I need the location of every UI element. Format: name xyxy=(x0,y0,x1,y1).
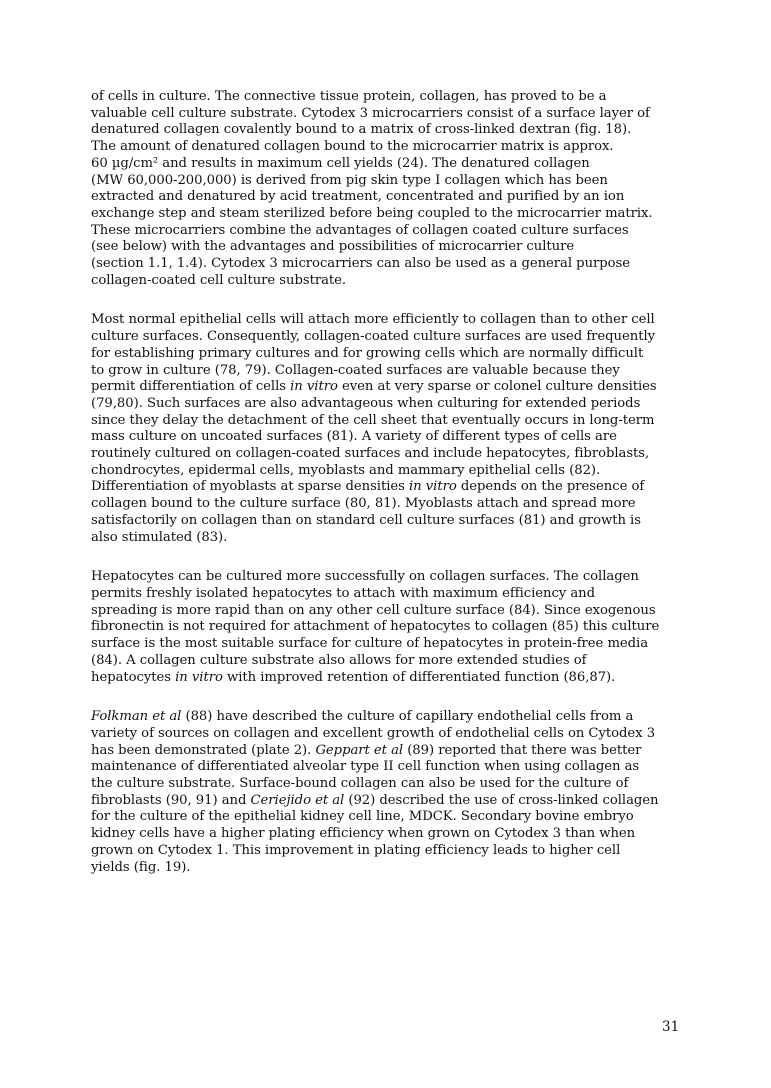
text-line xyxy=(91,413,691,430)
text-line xyxy=(91,759,691,776)
page-number: 31 xyxy=(662,1019,680,1035)
body-text xyxy=(91,89,691,899)
text-line xyxy=(91,363,691,380)
italic-text: in vitro xyxy=(175,669,223,685)
text-segment: culture surfaces. Consequently, collagen-coated culture surfaces are used frequently xyxy=(91,329,656,345)
text-segment: denatured collagen covalently bound to a matrix of cross-linked dextran (fig. 18). xyxy=(91,122,632,138)
text-segment: permit differentiation of cells xyxy=(91,379,291,395)
text-segment: since they delay the detachment of the cell sheet that eventually occurs in long-term xyxy=(91,412,655,428)
text-line xyxy=(91,670,691,687)
text-segment: collagen-coated cell culture substrate. xyxy=(91,272,347,288)
text-line xyxy=(91,636,691,653)
text-segment: permits freshly isolated hepatocytes to attach with maximum efficiency and xyxy=(91,585,595,601)
text-segment: also stimulated (83). xyxy=(91,529,228,545)
text-segment: surface is the most suitable surface for culture of hepatocytes in protein-free media xyxy=(91,636,649,652)
text-line xyxy=(91,479,691,496)
text-segment: even at very sparse or colonel culture densities xyxy=(337,379,657,395)
text-line xyxy=(91,206,691,223)
text-segment: The amount of denatured collagen bound to the microcarrier matrix is approx. xyxy=(91,139,614,155)
text-segment: spreading is more rapid than on any other cell culture surface (84). Since exogenous xyxy=(91,602,656,618)
text-segment: collagen bound to the culture surface (80, 81). Myoblasts attach and spread more xyxy=(91,496,636,512)
text-segment: extracted and denatured by acid treatment, concentrated and purified by an ion xyxy=(91,189,625,205)
text-segment: 60 µg/cm² and results in maximum cell yields (24). The denatured collagen xyxy=(91,155,590,171)
text-line xyxy=(91,173,691,190)
text-segment: Most normal epithelial cells will attach more efficiently to collagen than to other cell xyxy=(91,312,655,328)
text-segment: to grow in culture (78, 79). Collagen-coated surfaces are valuable because they xyxy=(91,362,620,378)
text-line xyxy=(91,776,691,793)
text-segment: maintenance of differentiated alveolar type II cell function when using collagen as xyxy=(91,759,640,775)
text-segment: (88) have described the culture of capillary endothelial cells from a xyxy=(181,709,634,725)
paragraph xyxy=(91,569,691,686)
paragraph xyxy=(91,89,691,289)
text-segment: (section 1.1, 1.4). Cytodex 3 microcarriers can also be used as a general purpose xyxy=(91,256,631,272)
text-segment: (89) reported that there was better xyxy=(403,742,642,758)
text-segment: (84). A collagen culture substrate also allows for more extended studies of xyxy=(91,652,587,668)
text-line xyxy=(91,429,691,446)
text-segment: has been demonstrated (plate 2). xyxy=(91,742,316,758)
text-segment: (92) described the use of cross-linked collagen xyxy=(344,792,659,808)
text-line xyxy=(91,256,691,273)
text-line xyxy=(91,379,691,396)
text-line xyxy=(91,156,691,173)
text-line xyxy=(91,586,691,603)
text-line xyxy=(91,312,691,329)
text-segment: mass culture on uncoated surfaces (81). A variety of different types of cells are xyxy=(91,429,617,445)
text-segment: (see below) with the advantages and possibilities of microcarrier culture xyxy=(91,239,575,255)
text-line xyxy=(91,122,691,139)
text-line xyxy=(91,513,691,530)
text-line xyxy=(91,89,691,106)
text-line xyxy=(91,139,691,156)
text-line xyxy=(91,239,691,256)
text-line xyxy=(91,463,691,480)
italic-text: in vitro xyxy=(290,379,338,395)
text-line xyxy=(91,569,691,586)
text-line xyxy=(91,653,691,670)
text-line xyxy=(91,709,691,726)
text-line xyxy=(91,273,691,290)
text-line xyxy=(91,346,691,363)
text-line xyxy=(91,603,691,620)
text-line xyxy=(91,223,691,240)
paragraph xyxy=(91,312,691,546)
text-segment: with improved retention of differentiated function (86,87). xyxy=(222,669,616,685)
text-segment: fibroblasts (90, 91) and xyxy=(91,792,251,808)
text-line xyxy=(91,496,691,513)
text-segment: grown on Cytodex 1. This improvement in plating efficiency leads to higher cell xyxy=(91,842,621,858)
text-segment: kidney cells have a higher plating efficiency when grown on Cytodex 3 than when xyxy=(91,826,636,842)
text-segment: depends on the presence of xyxy=(456,479,645,495)
text-segment: (79,80). Such surfaces are also advantageous when culturing for extended periods xyxy=(91,395,641,411)
text-line xyxy=(91,329,691,346)
text-segment: hepatocytes xyxy=(91,669,176,685)
text-segment: for establishing primary cultures and for growing cells which are normally difficult xyxy=(91,345,644,361)
text-segment: fibronectin is not required for attachment of hepatocytes to collagen (85) this culture xyxy=(91,619,660,635)
text-line xyxy=(91,189,691,206)
text-segment: variety of sources on collagen and excellent growth of endothelial cells on Cytodex 3 xyxy=(91,725,656,741)
text-line xyxy=(91,860,691,877)
paragraph xyxy=(91,709,691,876)
text-segment: These microcarriers combine the advantages of collagen coated culture surfaces xyxy=(91,222,629,238)
text-line xyxy=(91,809,691,826)
text-segment: for the culture of the epithelial kidney cell line, MDCK. Secondary bovine embryo xyxy=(91,809,634,825)
text-line xyxy=(91,446,691,463)
text-line xyxy=(91,726,691,743)
text-line xyxy=(91,530,691,547)
text-segment: the culture substrate. Surface-bound collagen can also be used for the culture of xyxy=(91,776,629,792)
italic-text: Geppart et al xyxy=(315,742,404,758)
text-line xyxy=(91,793,691,810)
text-segment: of cells in culture. The connective tissue protein, collagen, has proved to be a xyxy=(91,89,607,104)
text-segment: exchange step and steam sterilized before being coupled to the microcarrier matrix. xyxy=(91,205,653,221)
text-line xyxy=(91,826,691,843)
text-line xyxy=(91,106,691,123)
text-segment: Differentiation of myoblasts at sparse densities xyxy=(91,479,409,495)
text-line xyxy=(91,619,691,636)
text-line xyxy=(91,743,691,760)
text-line xyxy=(91,396,691,413)
italic-text: Ceriejido et al xyxy=(250,792,345,808)
text-segment: routinely cultured on collagen-coated surfaces and include hepatocytes, fibroblasts, xyxy=(91,446,650,462)
italic-text: Folkman et al xyxy=(91,709,182,725)
text-segment: chondrocytes, epidermal cells, myoblasts and mammary epithelial cells (82). xyxy=(91,462,601,478)
text-segment: satisfactorily on collagen than on standard cell culture surfaces (81) and growth is xyxy=(91,512,641,528)
text-segment: (MW 60,000-200,000) is derived from pig skin type I collagen which has been xyxy=(91,172,608,188)
text-segment: yields (fig. 19). xyxy=(91,859,191,875)
text-segment: Hepatocytes can be cultured more successfully on collagen surfaces. The collagen xyxy=(91,569,639,585)
text-line xyxy=(91,843,691,860)
italic-text: in vitro xyxy=(409,479,457,495)
text-segment: valuable cell culture substrate. Cytodex 3 microcarriers consist of a surface layer of xyxy=(91,105,650,121)
